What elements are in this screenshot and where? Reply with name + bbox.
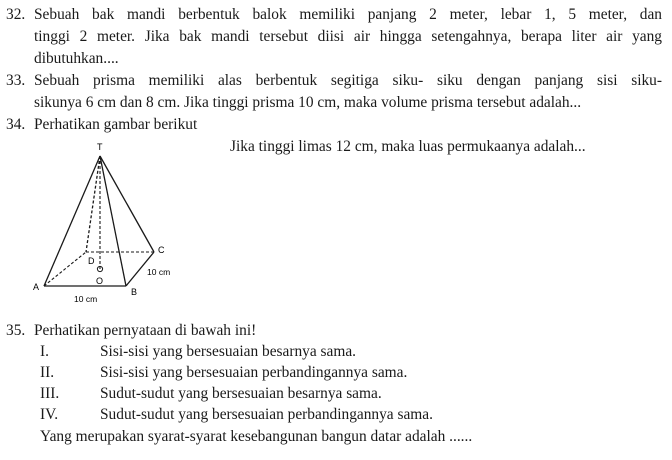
question-text-line: sikunya 6 cm dan 8 cm. Jika tinggi prisma 10 cm, maka volume prisma tersebut adalah... (34, 94, 582, 111)
side-length-label: 10 cm (74, 294, 98, 304)
point-label-O: O (96, 276, 104, 286)
statement-text: Sudut-sudut yang bersesuaian perbandingannya sama. (100, 406, 433, 423)
question-text-line: Sebuah prisma memiliki alas berbentuk segitiga siku- siku dengan panjang sisi siku- (34, 72, 662, 89)
question-text-line: dibutuhkan.... (34, 50, 119, 67)
side-length-label: 10 cm (147, 267, 171, 277)
question-number: 35. (6, 322, 26, 339)
edge-TC (100, 156, 154, 252)
question-text-line: tinggi 2 meter. Jika bak mandi tersebut diisi air hingga setengahnya, berapa liter air yang (34, 28, 662, 45)
vertex-label-C: C (158, 245, 165, 255)
statement-roman: III. (40, 385, 60, 402)
question-intro: Perhatikan pernyataan di bawah ini! (34, 322, 257, 339)
statement-text: Sisi-sisi yang bersesuaian besarnya sama. (100, 343, 357, 360)
question-number: 32. (6, 6, 26, 23)
statement-roman: IV. (40, 406, 59, 423)
vertex-label-T: T (97, 142, 103, 152)
statement-text: Sisi-sisi yang bersesuaian perbandingannya sama. (100, 364, 408, 381)
statement-roman: II. (40, 364, 55, 381)
vertex-label-A: A (33, 282, 40, 292)
question-text-line: Sebuah bak mandi berbentuk balok memiliki panjang 2 meter, lebar 1, 5 meter, dan (34, 6, 662, 23)
question-number: 33. (6, 72, 26, 89)
question-intro: Perhatikan gambar berikut (34, 116, 198, 133)
question-text: Jika tinggi limas 12 cm, maka luas permukaanya adalah... (230, 138, 586, 155)
vertex-label-B: B (131, 287, 138, 297)
question-closing: Yang merupakan syarat-syarat kesebangunan bangun datar adalah ...... (40, 428, 473, 445)
vertex-label-D: D (88, 256, 95, 266)
edge-TA (44, 156, 100, 286)
edge-AD (44, 252, 86, 286)
edge-TB (100, 156, 126, 286)
statement-text: Sudut-sudut yang bersesuaian besarnya sama. (100, 385, 382, 402)
pyramid-figure (30, 138, 230, 318)
question-number: 34. (6, 116, 26, 133)
edge-TD (86, 156, 100, 252)
statement-roman: I. (40, 343, 49, 360)
